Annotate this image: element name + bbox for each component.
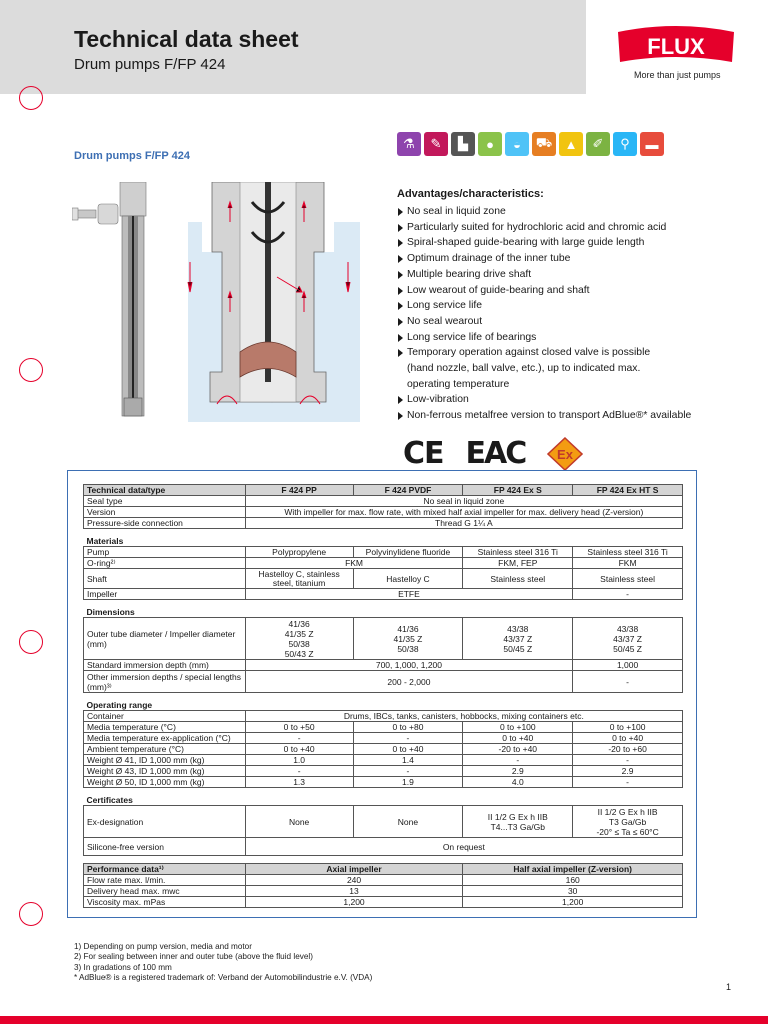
performance-head-row [84, 864, 683, 875]
table-cell: 0 to +80 [353, 722, 463, 733]
table-row [84, 806, 683, 838]
table-head-row [84, 485, 683, 496]
table-cell: 1,200 [463, 897, 683, 908]
table-cell: On request [245, 838, 682, 856]
table-cell: - [573, 755, 683, 766]
advantage-item: Long service life [397, 298, 727, 314]
row-label: Weight Ø 41, ID 1,000 mm (kg) [84, 755, 246, 766]
dim-value: 50/38 [288, 638, 310, 649]
industry-icon: ▙ [451, 132, 475, 156]
table-cell: -20 to +60 [573, 744, 683, 755]
technical-data-table [83, 484, 683, 908]
advantage-item: No seal in liquid zone [397, 204, 727, 220]
dim-value: 41/36 [288, 618, 310, 629]
row-label: Weight Ø 50, ID 1,000 mm (kg) [84, 777, 246, 788]
eac-mark: EAC [465, 436, 526, 471]
table-row [84, 496, 683, 507]
table-row [84, 569, 683, 589]
logo-tagline: More than just pumps [634, 70, 721, 80]
advantage-item: Temporary operation against closed valve is possible [397, 345, 727, 361]
section-heading: Materials [84, 529, 683, 547]
dim-value: 50/43 Z [284, 648, 314, 659]
table-cell: 1.3 [245, 777, 353, 788]
table-row [84, 547, 683, 558]
table-row [84, 618, 683, 660]
row-label: Pump [84, 547, 246, 558]
table-cell: 0 to +40 [573, 733, 683, 744]
table-cell [573, 806, 683, 838]
table-row [84, 589, 683, 600]
table-cell: None [353, 806, 463, 838]
page-number: 1 [726, 982, 732, 992]
row-label: Flow rate max. l/min. [84, 875, 246, 886]
table-head-cell: FP 424 Ex S [463, 485, 573, 496]
punch-hole [19, 902, 43, 926]
table-cell: Stainless steel 316 Ti [573, 547, 683, 558]
table-row [84, 722, 683, 733]
dim-value: 43/38 [616, 623, 639, 634]
table-cell: Hastelloy C [353, 569, 463, 589]
table-cell: Stainless steel 316 Ti [463, 547, 573, 558]
page-title: Technical data sheet [74, 26, 299, 52]
advantages-list [397, 204, 727, 424]
table-cell: None [245, 806, 353, 838]
table-cell: Thread G 1¼ A [245, 518, 682, 529]
table-cell: 4.0 [463, 777, 573, 788]
table-cell: FKM [245, 558, 463, 569]
table-row [84, 766, 683, 777]
table-head-cell: F 424 PVDF [353, 485, 463, 496]
ex-line: T4...T3 Ga/Gb [490, 821, 545, 832]
table-cell: 0 to +100 [573, 722, 683, 733]
table-row [84, 671, 683, 693]
section-row [84, 600, 683, 618]
section-heading: Operating range [84, 693, 683, 711]
page-subtitle: Drum pumps F/FP 424 [74, 56, 226, 73]
table-row [84, 711, 683, 722]
advantage-item: Non-ferrous metalfree version to transport AdBlue®* available [397, 408, 727, 424]
section-title: Drum pumps F/FP 424 [74, 150, 190, 162]
row-label: Silicone-free version [84, 838, 246, 856]
advantage-item: Low wearout of guide-bearing and shaft [397, 283, 727, 299]
punch-hole [19, 358, 43, 382]
punch-hole [19, 86, 43, 110]
advantage-item: Long service life of bearings [397, 330, 727, 346]
table-head-cell: Half axial impeller (Z-version) [463, 864, 683, 875]
table-cell: 0 to +50 [245, 722, 353, 733]
section-spacer [84, 856, 683, 864]
table-cell: Stainless steel [463, 569, 573, 589]
table-cell: FKM, FEP [463, 558, 573, 569]
ex-mark-label: Ex [557, 446, 574, 462]
row-label: Standard immersion depth (mm) [84, 660, 246, 671]
certification-marks [403, 436, 583, 471]
table-head-cell: F 424 PP [245, 485, 353, 496]
table-row [84, 897, 683, 908]
table-cell: 1.4 [353, 755, 463, 766]
advantages-title: Advantages/characteristics: [397, 188, 544, 200]
pump-illustration [72, 182, 362, 424]
table-cell: 200 - 2,000 [245, 671, 572, 693]
table-row [84, 886, 683, 897]
flux-logo-graphic [614, 24, 738, 70]
agriculture-icon: ⛟ [532, 132, 556, 156]
pump-tube-drawing [72, 182, 146, 416]
table-cell: With impeller for max. flow rate, with mixed half axial impeller for max. delivery head (Z-version) [245, 507, 682, 518]
bottom-bar [0, 1016, 768, 1024]
ex-line: II 1/2 G Ex h IIB [597, 806, 658, 817]
table-cell: - [573, 777, 683, 788]
table-cell [463, 806, 573, 838]
advantage-item: Spiral-shaped guide-bearing with large guide length [397, 235, 727, 251]
dim-value: 50/38 [397, 643, 419, 654]
row-label: Version [84, 507, 246, 518]
table-row [84, 558, 683, 569]
table-cell: 1,000 [573, 660, 683, 671]
table-row [84, 518, 683, 529]
table-cell: 0 to +40 [353, 744, 463, 755]
footnote: 3) In gradations of 100 mm [74, 962, 172, 972]
table-cell: 0 to +40 [463, 733, 573, 744]
footnote: 1) Depending on pump version, media and motor [74, 942, 252, 951]
table-row [84, 660, 683, 671]
table-cell [573, 618, 683, 660]
table-cell: - [573, 589, 683, 600]
table-cell: 1.9 [353, 777, 463, 788]
table-cell: 2.9 [463, 766, 573, 777]
table-head-cell: Performance data¹⁾ [84, 864, 246, 875]
table-row [84, 875, 683, 886]
section-row [84, 529, 683, 547]
row-label: Outer tube diameter / Impeller diameter (mm) [84, 618, 246, 660]
advantage-item: Low-vibration [397, 392, 727, 408]
food-icon: ● [478, 132, 502, 156]
table-cell [245, 618, 353, 660]
dim-value: 41/35 Z [393, 633, 423, 644]
dim-value: 50/45 Z [503, 643, 533, 654]
table-cell: Hastelloy C, stainless steel, titanium [245, 569, 353, 589]
dim-value: 41/36 [397, 623, 419, 634]
dim-value: 43/38 [507, 623, 529, 634]
table-cell: No seal in liquid zone [245, 496, 682, 507]
table-cell: FKM [573, 558, 683, 569]
table-cell [353, 618, 463, 660]
row-label: Weight Ø 43, ID 1,000 mm (kg) [84, 766, 246, 777]
ex-line: -20° ≤ Ta ≤ 60°C [596, 826, 659, 837]
advantage-item-continuation: operating temperature [407, 378, 510, 390]
table-row [84, 744, 683, 755]
row-label: Seal type [84, 496, 246, 507]
advantage-item: Multiple bearing drive shaft [397, 267, 727, 283]
paint-icon: ✐ [586, 132, 610, 156]
ce-mark: CE [403, 436, 444, 471]
table-cell: - [573, 671, 683, 693]
row-label: Delivery head max. mwc [84, 886, 246, 897]
table-cell: ETFE [245, 589, 572, 600]
dim-value: 50/45 Z [613, 643, 642, 654]
application-icons [397, 132, 664, 156]
row-label: Other immersion depths / special lengths (mm)³⁾ [84, 671, 246, 693]
table-cell: 30 [463, 886, 683, 897]
row-label: Ex-designation [84, 806, 246, 838]
punch-hole [19, 630, 43, 654]
section-heading: Certificates [84, 788, 683, 806]
row-label: Shaft [84, 569, 246, 589]
row-label: Pressure-side connection [84, 518, 246, 529]
table-cell: - [245, 766, 353, 777]
table-cell: 13 [245, 886, 463, 897]
row-label: Container [84, 711, 246, 722]
advantage-item: Particularly suited for hydrochloric acid and chromic acid [397, 220, 727, 236]
electroplating-icon: ▬ [640, 132, 664, 156]
table-row [84, 733, 683, 744]
ex-line: II 1/2 G Ex h IIB [487, 811, 548, 822]
table-row [84, 755, 683, 766]
table-cell: - [463, 755, 573, 766]
table-cell: Polypropylene [245, 547, 353, 558]
table-cell: - [353, 733, 463, 744]
section-spacer-row [84, 856, 683, 864]
logo-wordmark: FLUX [647, 34, 705, 59]
table-cell: 1.0 [245, 755, 353, 766]
table-head-cell: FP 424 Ex HT S [573, 485, 683, 496]
chemistry-icon: ⚗ [397, 132, 421, 156]
row-label: O-ring²⁾ [84, 558, 246, 569]
table-cell: - [353, 766, 463, 777]
row-label: Ambient temperature (°C) [84, 744, 246, 755]
table-head-cell: Axial impeller [245, 864, 463, 875]
table-head-cell: Technical data/type [84, 485, 246, 496]
footnotes [74, 942, 372, 983]
dim-value: 41/35 Z [284, 628, 314, 639]
water-icon: ⚲ [613, 132, 637, 156]
table-cell: -20 to +40 [463, 744, 573, 755]
section-heading: Dimensions [84, 600, 683, 618]
table-row [84, 838, 683, 856]
table-cell: 1,200 [245, 897, 463, 908]
table-cell [463, 618, 573, 660]
ex-line: T3 Ga/Gb [608, 816, 647, 827]
dim-value: 43/37 Z [503, 633, 533, 644]
section-row [84, 788, 683, 806]
table-row [84, 777, 683, 788]
table-cell: 0 to +40 [245, 744, 353, 755]
advantage-item-continuation: (hand nozzle, ball valve, etc.), up to indicated max. [407, 363, 641, 375]
cosmetics-icon: ✎ [424, 132, 448, 156]
table-cell: - [245, 733, 353, 744]
section-row [84, 693, 683, 711]
oil-icon: ▲ [559, 132, 583, 156]
row-label: Media temperature ex-application (°C) [84, 733, 246, 744]
table-cell: 2.9 [573, 766, 683, 777]
advantage-item: Optimum drainage of the inner tube [397, 251, 727, 267]
table-row [84, 507, 683, 518]
advantage-item: No seal wearout [397, 314, 727, 330]
technical-data-frame [67, 470, 697, 918]
row-label: Impeller [84, 589, 246, 600]
table-cell: Drums, IBCs, tanks, canisters, hobbocks, mixing containers etc. [245, 711, 682, 722]
table-cell: Stainless steel [573, 569, 683, 589]
footnote: * AdBlue® is a registered trademark of: Verband der Automobilindustrie e.V. (VDA) [74, 972, 373, 982]
construction-icon: ◒ [505, 132, 529, 156]
row-label: Media temperature (°C) [84, 722, 246, 733]
table-cell: 700, 1,000, 1,200 [245, 660, 572, 671]
table-cell: 240 [245, 875, 463, 886]
row-label: Viscosity max. mPas [84, 897, 246, 908]
table-cell: Polyvinylidene fluoride [353, 547, 463, 558]
table-cell: 0 to +100 [463, 722, 573, 733]
dim-value: 43/37 Z [613, 633, 642, 644]
footnote: 2) For sealing between inner and outer tube (above the fluid level) [74, 952, 313, 962]
ex-mark-icon [547, 437, 583, 471]
table-cell: 160 [463, 875, 683, 886]
